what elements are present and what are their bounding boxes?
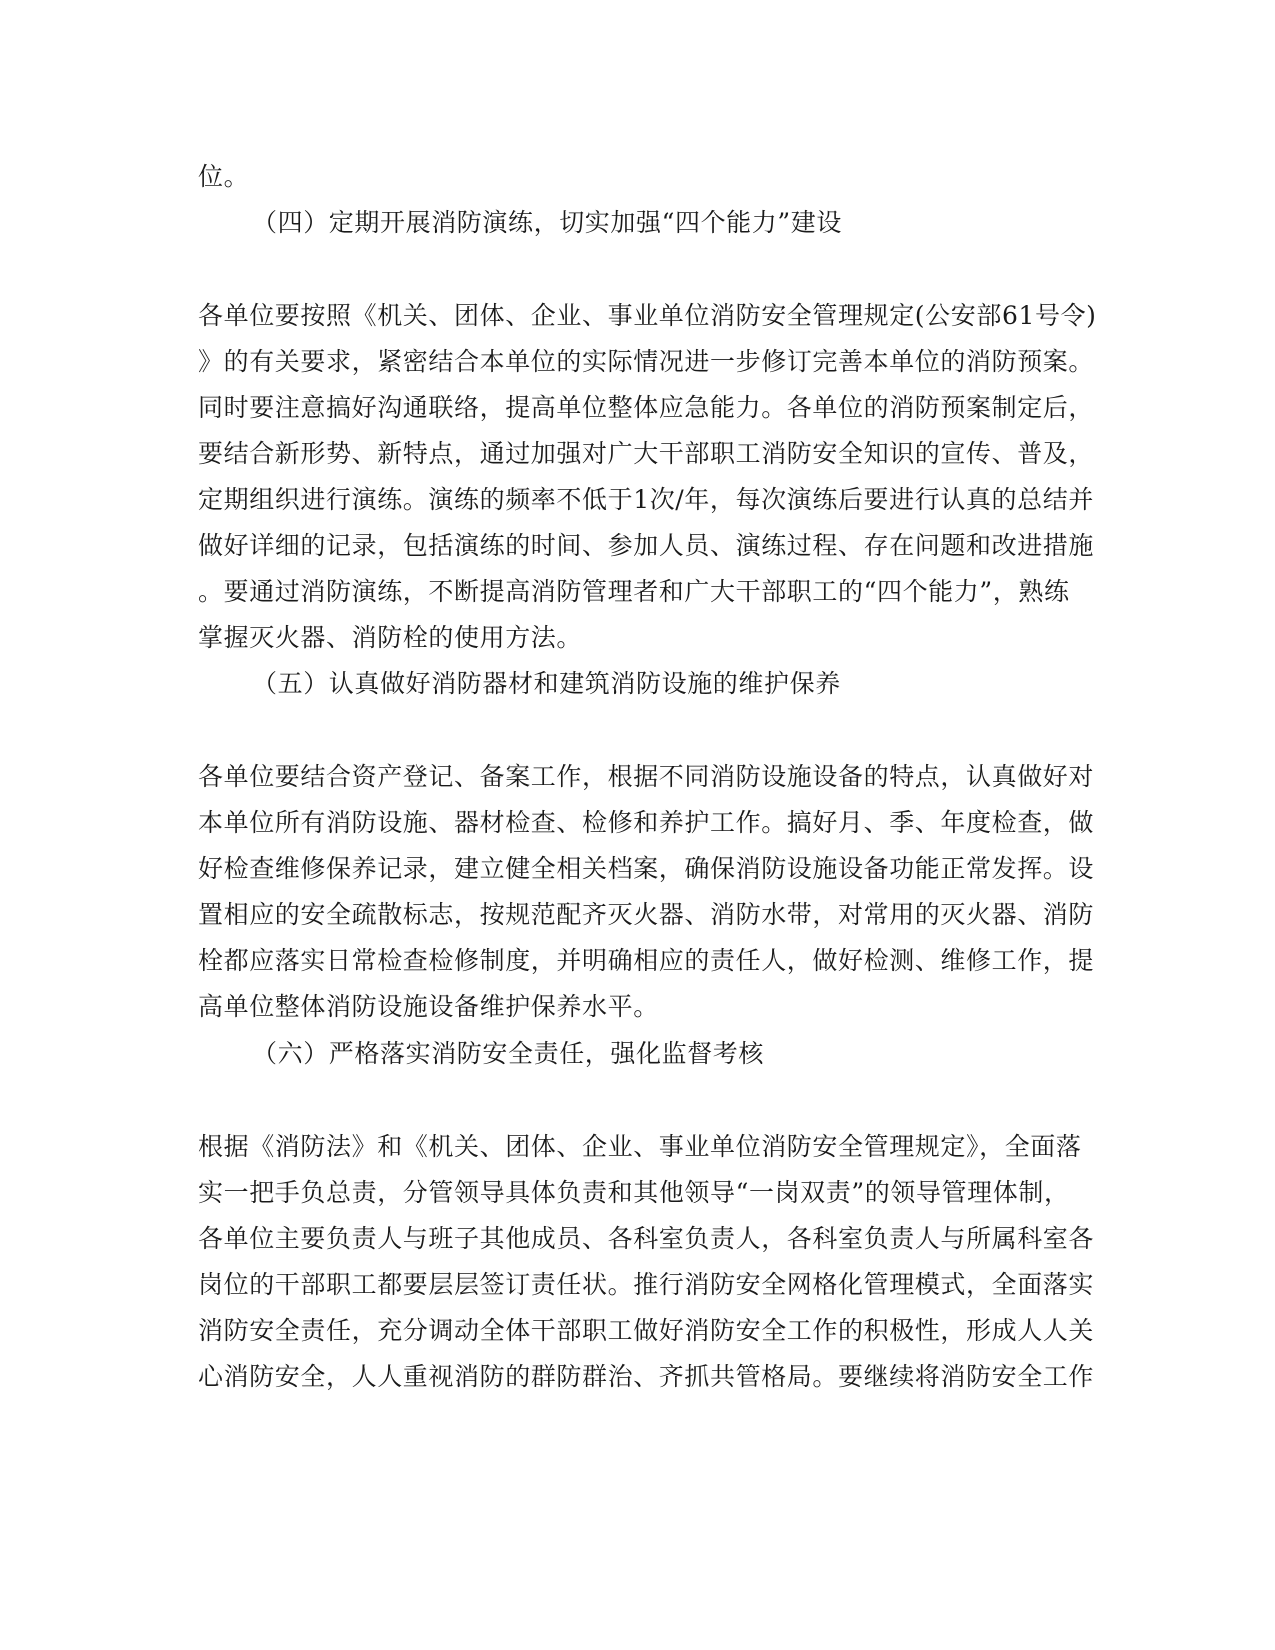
text-line: 各单位要结合资产登记、备案工作，根据不同消防设施设备的特点，认真做好对 bbox=[198, 762, 1095, 791]
text-line: 根据《消防法》和《机关、团体、企业、事业单位消防安全管理规定》，全面落 bbox=[198, 1132, 1082, 1161]
section-heading-6: （六）严格落实消防安全责任，强化监督考核 bbox=[252, 1039, 765, 1068]
text-line: 同时要注意搞好沟通联络，提高单位整体应急能力。各单位的消防预案制定后， bbox=[198, 393, 1095, 422]
text-line: 。要通过消防演练，不断提高消防管理者和广大干部职工的“四个能力”，熟练 bbox=[198, 577, 1070, 606]
text-line: 各单位要按照《机关、团体、企业、事业单位消防安全管理规定(公安部61号令) bbox=[198, 301, 1097, 330]
text-line: 做好详细的记录，包括演练的时间、参加人员、演练过程、存在问题和改进措施 bbox=[198, 531, 1095, 560]
text-line: 本单位所有消防设施、器材检查、检修和养护工作。搞好月、季、年度检查，做 bbox=[198, 808, 1095, 837]
text-line: 好检查维修保养记录，建立健全相关档案，确保消防设施设备功能正常发挥。设 bbox=[198, 854, 1095, 883]
text-line: 高单位整体消防设施设备维护保养水平。 bbox=[198, 992, 659, 1021]
text-line: 》的有关要求，紧密结合本单位的实际情况进一步修订完善本单位的消防预案。 bbox=[198, 347, 1095, 376]
section-heading-5: （五）认真做好消防器材和建筑消防设施的维护保养 bbox=[252, 669, 841, 698]
text-line: 栓都应落实日常检查检修制度，并明确相应的责任人，做好检测、维修工作，提 bbox=[198, 946, 1095, 975]
text-line: 位。 bbox=[198, 162, 250, 191]
text-line: 岗位的干部职工都要层层签订责任状。推行消防安全网格化管理模式，全面落实 bbox=[198, 1270, 1095, 1299]
text-line: 消防安全责任，充分调动全体干部职工做好消防安全工作的积极性，形成人人关 bbox=[198, 1316, 1095, 1345]
text-line: 要结合新形势、新特点，通过加强对广大干部职工消防安全知识的宣传、普及， bbox=[198, 439, 1095, 468]
text-line: 掌握灭火器、消防栓的使用方法。 bbox=[198, 623, 583, 652]
text-line: 定期组织进行演练。演练的频率不低于1次/年，每次演练后要进行认真的总结并 bbox=[198, 485, 1094, 514]
text-line: 置相应的安全疏散标志，按规范配齐灭火器、消防水带，对常用的灭火器、消防 bbox=[198, 900, 1095, 929]
section-heading-4: （四）定期开展消防演练，切实加强“四个能力”建设 bbox=[252, 208, 842, 237]
text-line: 心消防安全，人人重视消防的群防群治、齐抓共管格局。要继续将消防安全工作 bbox=[198, 1362, 1095, 1391]
text-line: 各单位主要负责人与班子其他成员、各科室负责人，各科室负责人与所属科室各 bbox=[198, 1224, 1095, 1253]
text-line: 实一把手负总责，分管领导具体负责和其他领导“一岗双责”的领导管理体制， bbox=[198, 1178, 1070, 1207]
